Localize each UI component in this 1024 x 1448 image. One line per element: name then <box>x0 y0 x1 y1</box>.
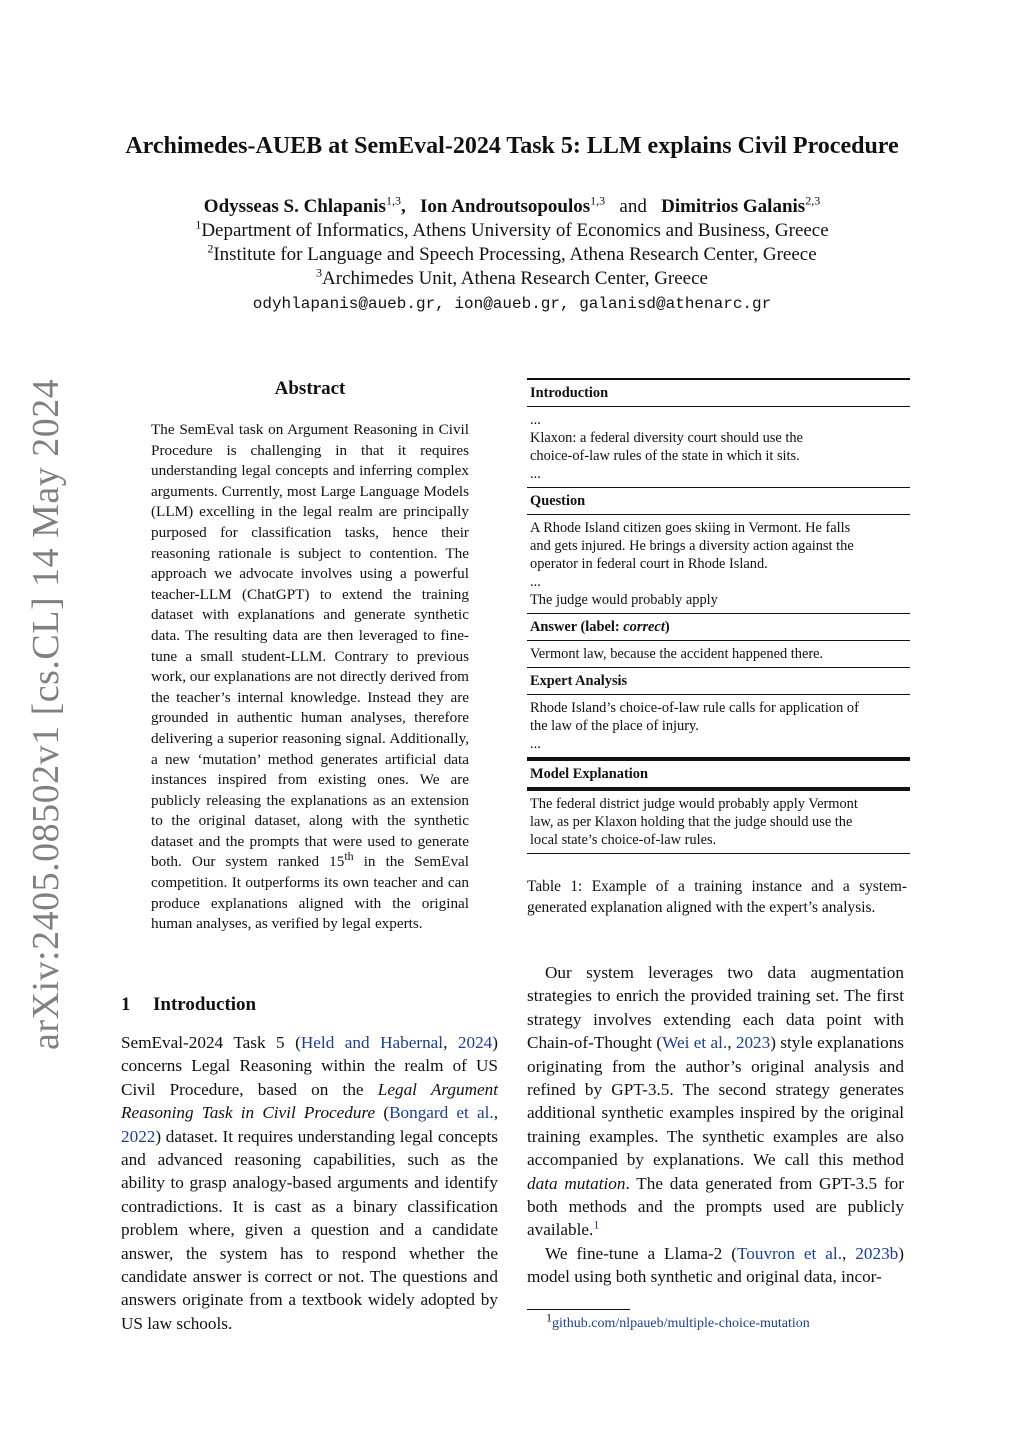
section-number: 1 <box>121 994 131 1015</box>
citation-bongard[interactable]: Bongard et al. <box>389 1103 494 1123</box>
author-2: Ion Androutsopoulos <box>419 196 591 217</box>
citation-held-year[interactable]: 2024 <box>457 1033 493 1052</box>
affiliation-1-text: Department of Informatics, Athens University of Economics and Business, Greece <box>201 220 829 241</box>
table-expert-body: Rhode Island’s choice-of-law rule calls for application of the law of the place of injury. ... <box>530 699 859 752</box>
right-column-text <box>527 961 904 1289</box>
method-name: data mutation <box>527 1173 626 1193</box>
rank-superscript: th <box>344 849 354 864</box>
affiliation-3-num: 3 <box>316 265 323 280</box>
affiliation-3 <box>60 267 964 291</box>
author-emails: odyhlapanis@aueb.gr, ion@aueb.gr, galanisd@athenarc.gr <box>252 295 772 313</box>
citation-held[interactable]: Held and Habernal <box>300 1033 444 1052</box>
author-3-affil: 2,3 <box>805 193 821 208</box>
table-answer-body: Vermont law, because the accident happened there. <box>530 645 824 662</box>
abstract-text-part-2: in the SemEval competition. It outperforms its own teacher and can produce explanations aligned with the original human analyses, as verified by legal experts. <box>151 853 469 933</box>
citation-wei[interactable]: Wei et al. <box>662 1033 728 1053</box>
table-model-head: Model Explanation <box>530 765 648 782</box>
affiliation-3-text: Archimedes Unit, Athena Research Center, Greece <box>322 268 708 289</box>
section-heading-introduction <box>121 994 501 1016</box>
table-model-body: The federal district judge would probably apply Vermont law, as per Klaxon holding that the judge should use the local state’s choice-of-law rules. <box>530 795 858 848</box>
author-list: Odysseas S. Chlapanis$^{1,3}$, Ion Androutsopoulos$^{1,3}$ and Dimitrios Galanis$^{2,3}$ <box>203 193 821 217</box>
footnote-number: 1 <box>546 1310 552 1325</box>
footnote-link[interactable]: github.com/nlpaueb/multiple-choice-mutation <box>552 1316 810 1331</box>
footnote-rule <box>527 1309 630 1310</box>
table-question-body: A Rhode Island citizen goes skiing in Vermont. He falls and gets injured. He brings a diversity action against the operator in federal court in Rhode Island. ... The judge would probably apply <box>530 519 854 608</box>
table-bottom-rule <box>527 853 910 855</box>
intro-paragraph: SemEval-2024 Task 5 (Held and Habernal, 2024) concerns Legal Reasoning within the realm of US Civil Procedure, based on the Legal Argument Reasoning Task in Civil Procedure (Bongard et al., 2022) dataset. It requires understanding legal concepts and advanced reasoning capabilities, such as the ability to grasp analogy-based arguments and identify contradictions. It is cast as a binary classification problem where, given a question and a candidate answer, the system has to respond whether the candidate answer is correct or not. The questions and answers originate from a textbook widely adopted by US law schools. <box>121 1033 498 1333</box>
right-paragraph-1: Our system leverages two data augmentation strategies to enrich the provided training set. The first strategy involves extending each data point with Chain-of-Thought (Wei et al., 2023) style explanations originating from the author’s original analysis and refined by GPT-3.5. The second strategy generates additional synthetic examples inspired by the original training examples. The synthetic examples are also accompanied by explanations. We call this method data mutation. The data generated from GPT-3.5 for both methods and the prompts used are publicly available.$^1$ <box>527 963 904 1240</box>
citation-wei-year[interactable]: 2023 <box>735 1033 771 1053</box>
dataset-name: Legal Argument Reasoning Task in Civil Procedure <box>121 1079 498 1123</box>
author-and: and <box>619 196 647 217</box>
table-caption: Table 1: Example of a training instance and a system-generated explanation aligned with the expert’s analysis. <box>527 878 907 916</box>
author-1: Odysseas S. Chlapanis <box>203 196 386 217</box>
arxiv-stamp: arXiv:2405.08502v1 [cs.CL] 14 May 2024 <box>25 378 67 1050</box>
affiliation-2-num: 2 <box>207 241 214 256</box>
table-expert-head: Expert Analysis <box>530 672 628 689</box>
table-introduction-head: Introduction <box>530 384 609 401</box>
paper-title: Archimedes-AUEB at SemEval-2024 Task 5: LLM explains Civil Procedure <box>125 133 899 159</box>
citation-touvron-year[interactable]: 2023b <box>855 1243 899 1263</box>
footnote-marker[interactable]: 1 <box>593 1217 600 1232</box>
abstract-text <box>151 420 469 935</box>
table-introduction-body: ... Klaxon: a federal diversity court should use the choice-of-law rules of the state in which it sits. ... <box>530 411 803 482</box>
citation-bongard-year[interactable]: 2022 <box>121 1126 156 1146</box>
section-title: Introduction <box>153 994 257 1015</box>
table-question-head: Question <box>530 492 586 509</box>
citation-touvron[interactable]: Touvron et al. <box>736 1243 843 1263</box>
answer-label: correct <box>623 618 665 635</box>
footnote <box>546 1310 810 1332</box>
affiliation-2 <box>60 243 964 267</box>
table-1 <box>527 378 910 854</box>
author-3: Dimitrios Galanis <box>661 196 806 217</box>
affiliation-2-text: Institute for Language and Speech Processing, Athena Research Center, Greece <box>213 244 817 265</box>
author-1-affil: 1,3 <box>385 193 401 208</box>
affiliation-1-num: 1 <box>195 217 202 232</box>
abstract-text-part-1: The SemEval task on Argument Reasoning in Civil Procedure is challenging in that it requires understanding legal concepts and inferring complex arguments. Currently, most Large Language Models (LLM) excelling in the legal realm are principally purposed for classification tasks, hence their reasoning rationale is subject to contention. The approach we advocate involves using a powerful teacher-LLM (ChatGPT) to extend the training dataset with explanations and generate synthetic data. The resulting data are then leveraged to fine-tune a small student-LLM. Contrary to previous work, our explanations are not directly derived from the teacher’s internal knowledge. Instead they are grounded in authentic human analyses, therefore delivering a superior reasoning signal. Additionally, a new ‘mutation’ method generates artificial data instances inspired from existing ones. We are publicly releasing the explanations as an extension to the original dataset, along with the synthetic dataset and the prompts that were used to generate both. Our system ranked 15 <box>151 421 469 871</box>
abstract-heading: Abstract <box>274 378 346 399</box>
right-paragraph-2: We fine-tune a Llama-2 (Touvron et al., 2023b) model using both synthetic and original data, incor- <box>527 1243 904 1287</box>
affiliation-1 <box>60 219 964 243</box>
author-2-affil: 1,3 <box>590 193 606 208</box>
table-answer-head: Answer (label: correct) <box>530 618 670 635</box>
